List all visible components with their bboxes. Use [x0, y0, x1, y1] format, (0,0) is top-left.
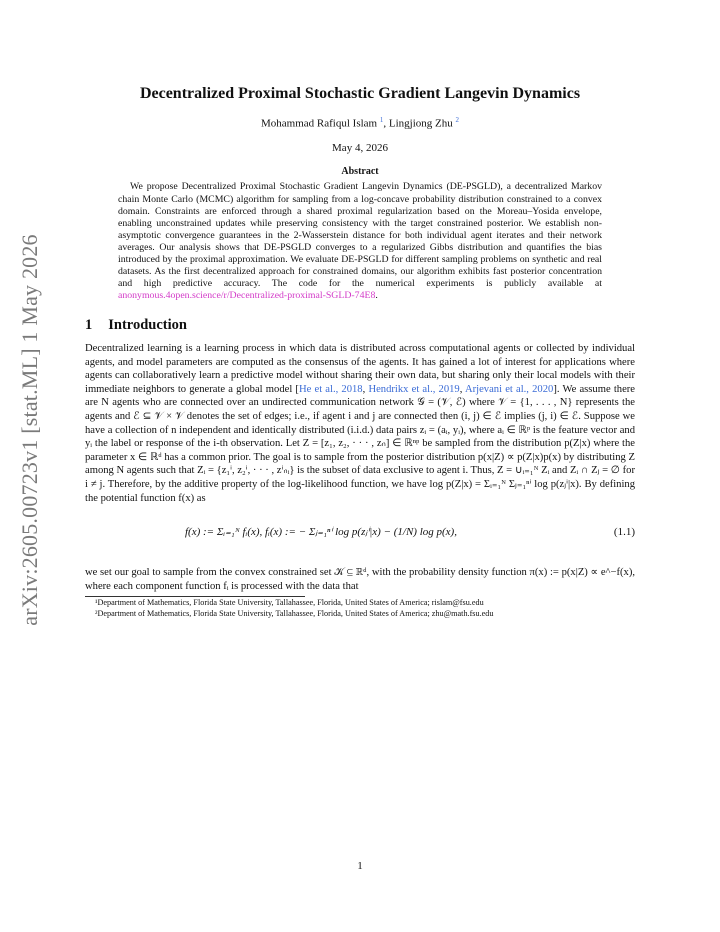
footnote-mark[interactable]: 1 — [379, 116, 384, 124]
abstract-text: We propose Decentralized Proximal Stochastic Gradient Langevin Dynamics (DE-PSGLD), a decentralized Markov chain Monte Carlo (MCMC) algorithm for sampling from a log-concave probability distribution constrained to a convex domain. Constraints are enforced through a shared proximal regularization based on the Moreau–Yosida envelope, enabling unconstrained updates while preserving consistency with the target constrained posterior. We establish non-asymptotic convergence guarantees in the 2-Wasserstein distance for both individual agent iterates and their network averages. Our analysis shows that DE-PSGLD converges to a regularized Gibbs distribution and quantifies the bias introduced by the proximal approximation. We evaluate DE-PSGLD for different sampling problems on synthetic and real datasets. As the first decentralized approach for constrained domains, our algorithm exhibits fast posterior concentration and high predictive accuracy. The code for the numerical experiments is publicly available at — [118, 181, 602, 290]
footnote-1: ¹Department of Mathematics, Florida State University, Tallahassee, Florida, United States of America; rislam@fsu.edu — [95, 598, 484, 608]
abstract-body — [118, 181, 602, 302]
citation-separator: , — [459, 383, 465, 395]
paper-page — [85, 70, 635, 619]
author-line — [85, 114, 635, 131]
footnote-2: ²Department of Mathematics, Florida State University, Tallahassee, Florida, United States of America; zhu@math.fsu.edu — [95, 608, 494, 618]
page-number: 1 — [357, 860, 363, 872]
abstract-end: . — [375, 290, 378, 302]
equation-number: (1.1) — [613, 526, 635, 539]
footnote-mark[interactable]: 2 — [455, 116, 459, 124]
paper-date: May 4, 2026 — [332, 142, 388, 155]
citation-link[interactable]: Hendrikx et al., 2019 — [368, 383, 460, 395]
section-title: Introduction — [108, 317, 187, 334]
citation-link[interactable]: He et al., 2018 — [298, 383, 363, 395]
abstract-heading: Abstract — [341, 165, 379, 177]
equation-content: f(x) := Σᵢ₌₁ᴺ fᵢ(x), fᵢ(x) := − Σⱼ₌₁ⁿⁱ log p(zⱼⁱ|x) − (1/N) log p(x), — [185, 526, 457, 539]
author-name: Mohammad Rafiqul Islam — [261, 117, 378, 130]
arxiv-id: arXiv:2605.00723v1 [stat.ML] 1 May 2026 — [17, 234, 43, 626]
arxiv-sidebar-stamp — [10, 220, 50, 640]
intro-paragraph-continued: we set our goal to sample from the convex constrained set 𝒦 ⊆ ℝᵈ, with the probability density function π(x) := p(x|Z) ∝ e^−f(x), where each component function fᵢ is processed with the data that — [85, 567, 635, 592]
section-number: 1 — [85, 317, 93, 334]
paper-title: Decentralized Proximal Stochastic Gradient Langevin Dynamics — [139, 85, 581, 102]
intro-paragraph-text: ]. We assume there are N agents who are connected over an undirected communication network 𝒢 = (𝒱, ℰ) where 𝒱 = {1, . . . , N} represents the agents and ℰ ⊆ 𝒱 × 𝒱 denotes the set of edges; i.e., if agent i and j are connected then (i, j) ∈ ℰ implies (j, i) ∈ ℰ. Suppose we have a collection of n independent and identically distributed (i.i.d.) data pairs zᵢ = (aᵢ, yᵢ), where aᵢ ∈ ℝᵖ is the feature vector and yᵢ the label or response of the i-th observation. Let Z = [z₁, z₂, · · · , zₙ] ∈ ℝⁿᵖ be sampled from the distribution p(Z|x) where the parameter x ∈ ℝᵈ has a common prior. The goal is to sample from the posterior distribution p(x|Z) ∝ p(Z|x)p(x) by distributing Z among N agents such that Zᵢ = {z₁ⁱ, z₂ⁱ, · · · , zⁱₙᵢ} is the subset of data exclusive to agent i. Thus, Z = ∪ᵢ₌₁ᴺ Zᵢ and Zᵢ ∩ Zⱼ = ∅ for i ≠ j. Therefore, by the additive property of the log-likelihood function, we have log p(Z|x) = Σᵢ₌₁ᴺ Σⱼ₌₁ⁿⁱ log p(zⱼⁱ|x). By defining the potential function f(x) as — [85, 383, 636, 504]
footnote-rule — [85, 596, 305, 597]
citation-separator: , — [362, 383, 369, 395]
equation-1-1 — [85, 508, 635, 566]
code-link[interactable]: anonymous.4open.science/r/Decentralized-proximal-SGLD-74E8 — [118, 290, 376, 302]
citation-link[interactable]: Arjevani et al., 2020 — [464, 383, 554, 395]
intro-paragraph-text: Decentralized learning is a learning process in which data is distributed across computational agents or collected by individual agents, and model parameters are computed as the consensus of the agents. It has gained a lot of interest for applications where agents can collaboratively learn a predictive model without sharing their own data, but sharing only their local models with their immediate neighbors to generate a global model [ — [85, 342, 635, 395]
intro-body — [85, 342, 635, 593]
section-heading — [85, 319, 635, 333]
author-name: Lingjiong Zhu — [388, 117, 453, 130]
author-separator: , — [383, 117, 389, 130]
footnotes — [85, 598, 635, 619]
